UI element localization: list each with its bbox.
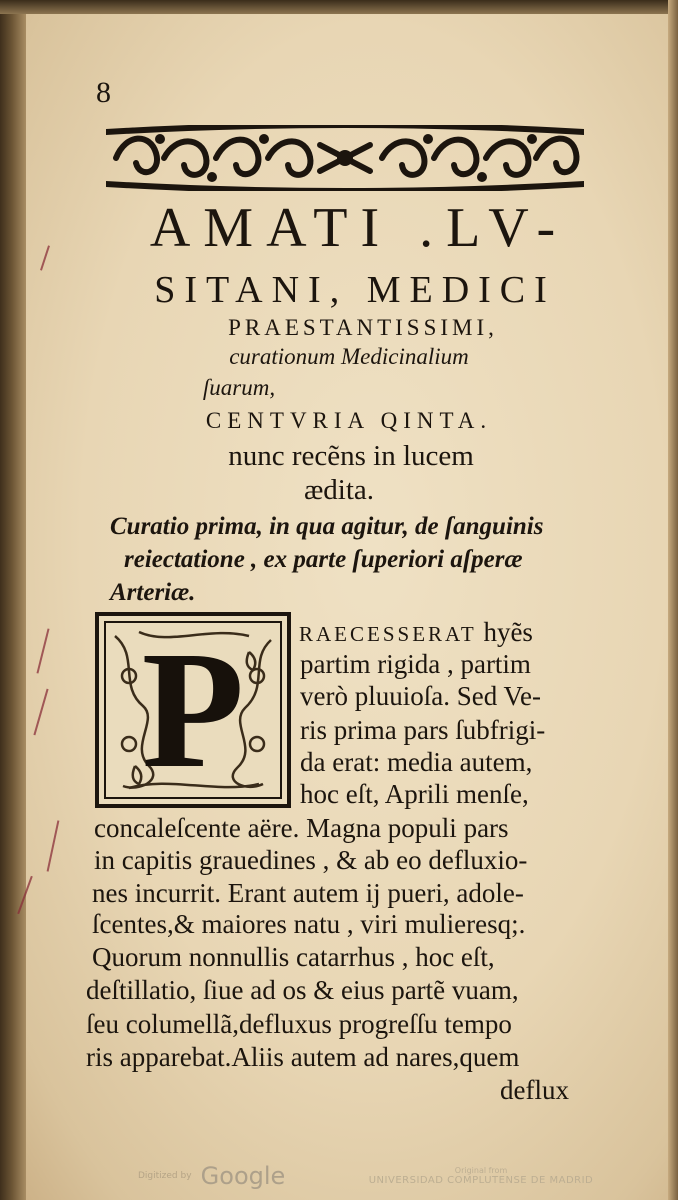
curatio-line: Arteriæ. xyxy=(110,579,196,606)
body-line-smallcaps: RAECESSERAT xyxy=(299,622,477,646)
institution-name: UNIVERSIDAD COMPLUTENSE DE MADRID xyxy=(368,1175,594,1186)
body-line-10: ſcentes,& maiores natu , viri mulieresq;. xyxy=(92,909,526,939)
curatio-line: Curatio prima, in qua agitur, de ſanguinis xyxy=(110,513,544,540)
page-right-edge xyxy=(668,0,678,1200)
title-curationum: curationum Medicinalium xyxy=(229,344,469,369)
google-logo: Google xyxy=(200,1162,286,1190)
body-line-rest: hyẽs xyxy=(476,617,533,647)
title-centuria: CENTVRIA QINTA. xyxy=(205,408,493,433)
page-top-edge xyxy=(0,0,678,14)
body-line-13: ſeu columellã,defluxus progreſſu tempo xyxy=(86,1009,512,1039)
body-line-12: deſtillatio, ſiue ad os & eius partẽ vuam, xyxy=(86,975,519,1005)
body-line-14: ris apparebat.Aliis autem ad nares,quem xyxy=(86,1042,520,1072)
margin-mark xyxy=(33,689,48,736)
title-nunc-recens: nunc recẽns in lucem xyxy=(228,440,474,472)
ornamental-headpiece-icon xyxy=(106,125,584,191)
body-line-1 xyxy=(299,616,533,650)
initial-letter: P xyxy=(141,617,245,803)
title-author-line1: AMATI .LV- xyxy=(149,197,569,259)
body-line-4: ris prima pars ſubfrigi- xyxy=(300,715,546,745)
title-epithet: PRAESTANTISSIMI, xyxy=(228,315,498,340)
body-line-5: da erat: media autem, xyxy=(300,747,533,777)
curatio-heading xyxy=(110,510,580,609)
body-line-9: nes incurrit. Erant autem ij pueri, adole- xyxy=(92,878,524,908)
title-suarum: ſuarum, xyxy=(202,375,276,400)
curatio-line: reiectatione , ex parte ſuperiori aſperæ xyxy=(124,546,523,573)
body-line-6: hoc eſt, Aprili menſe, xyxy=(300,779,529,809)
digitized-by-google xyxy=(138,1162,285,1190)
catchword: deflux xyxy=(500,1075,569,1105)
margin-mark xyxy=(36,628,49,673)
body-line-2: partim rigida , partim xyxy=(300,649,531,679)
original-from-label: Original from xyxy=(454,1166,508,1175)
body-line-3: verò pluuioſa. Sed Ve- xyxy=(300,681,541,711)
title-aedita: ædita. xyxy=(303,474,375,506)
page-number: 8 xyxy=(96,76,111,109)
margin-mark xyxy=(47,820,60,871)
digitized-by-label: Digitized by xyxy=(138,1171,192,1181)
decorated-initial xyxy=(95,612,291,808)
title-author-line2: SITANI, MEDICI xyxy=(154,269,556,311)
body-line-7: concaleſcente aëre. Magna populi pars xyxy=(94,813,509,843)
body-line-8: in capitis grauedines , & ab eo defluxio- xyxy=(94,845,528,875)
book-binding xyxy=(0,0,26,1200)
original-holder xyxy=(366,1166,596,1186)
body-line-11: Quorum nonnullis catarrhus , hoc eſt, xyxy=(92,942,495,972)
